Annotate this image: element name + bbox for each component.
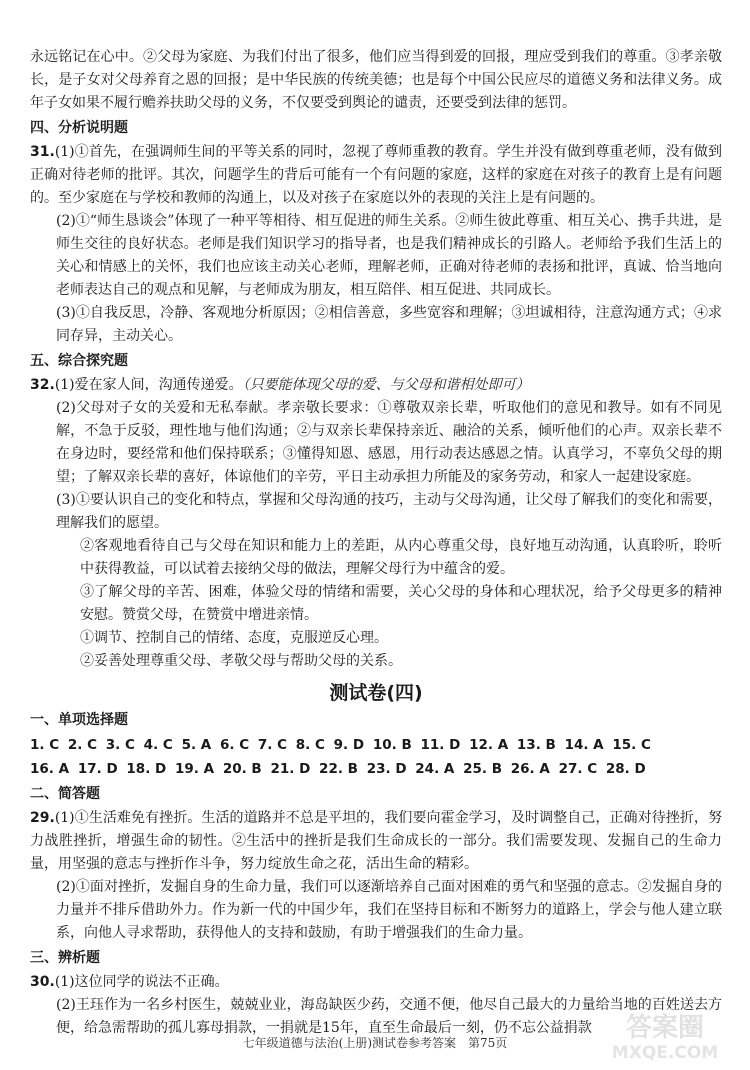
answer-item: 12. A: [469, 737, 509, 753]
answer-item: 24. A: [415, 761, 455, 777]
answer-item: 17. D: [77, 761, 118, 777]
watermark-text-main: 答案圈: [625, 1013, 705, 1043]
q32-part3-c: ③了解父母的辛苦、困难，体验父母的情绪和需要，关心父母的身体和心理状况，给予父母更多的精神安慰。赞赏父母，在赞赏中增进亲情。: [80, 584, 722, 623]
q32-part1-note: （只要能体现父母的爱、与父母和谐相处即可）: [242, 377, 530, 393]
answer-item: 23. D: [366, 761, 407, 777]
answer-item: 2. C: [67, 737, 98, 753]
answer-item: 21. D: [270, 761, 311, 777]
answer-item: 6. C: [219, 737, 250, 753]
q32-number: 32.: [30, 377, 55, 393]
answer-item: 5. A: [181, 737, 212, 753]
answer-item: 11. D: [420, 737, 461, 753]
answer-row-1: [30, 733, 722, 757]
test-four-title: 测试卷(四): [329, 682, 423, 704]
answer-item: 15. C: [612, 737, 651, 753]
answer-item: 3. C: [105, 737, 135, 753]
q29-part1: [30, 807, 722, 876]
q31-part3: (3)①自我反思，冷静、客观地分析原因；②相信善意，多些宽容和理解；③坦诚相待，注意沟通方式；④求同存异，主动关心。: [56, 305, 722, 344]
q32-part3-e: ②妥善处理尊重父母、孝敬父母与帮助父母的关系。: [80, 653, 402, 669]
section-one-heading: 一、单项选择题: [30, 712, 128, 728]
page-content: [30, 46, 722, 1040]
q30-part1: [30, 971, 722, 994]
answer-item: 10. B: [372, 737, 412, 753]
q30-number: 30.: [30, 974, 55, 990]
q29-part2: (2)①面对挫折，发掘自身的生命力量，我们可以逐渐培养自己面对困难的勇气和坚强的意志。②发掘自身的力量并不排斥借助外力。作为新一代的中国少年，我们在坚持目标和不断努力的道路上，学会与他人建立联系，向他人寻求帮助，获得他人的支持和鼓励，有助于增强我们的生命力量。: [56, 879, 722, 941]
answer-item: 4. C: [143, 737, 173, 753]
watermark-text-domain: MXQE.COM: [611, 1043, 719, 1063]
q32-part1-text: (1)爱在家人间，沟通传递爱。: [54, 377, 243, 393]
answer-item: 20. B: [222, 761, 262, 777]
q32-part3-b: ②客观地看待自己与父母在知识和能力上的差距，从内心尊重父母，良好地互动沟通，认真聆听，聆听中获得教益，可以试着去接纳父母的做法，理解父母行为中蕴含的爱。: [80, 538, 722, 577]
q30-part1-text: (1)这位同学的说法不正确。: [54, 974, 229, 990]
answer-item: 18. D: [126, 761, 167, 777]
answer-item: 28. D: [605, 761, 646, 777]
q32-part3-a: (3)①要认识自己的变化和特点，掌握和父母沟通的技巧，主动与父母沟通，让父母了解我们的变化和需要，理解我们的愿望。: [56, 492, 722, 531]
q31-part1-text: (1)①首先，在强调师生间的平等关系的同时，忽视了尊师重教的教育。学生并没有做到尊重老师，没有做到正确对待老师的批评。其次，问题学生的背后可能有一个有问题的家庭，这样的家庭在对孩子的教育上是有问题的。至少家庭在与学校和教师的沟通上，以及对孩子在家庭以外的表现的关注上是有问题的。: [30, 144, 722, 206]
q29-number: 29.: [30, 810, 55, 826]
q31-part2: (2)①“师生恳谈会”体现了一种平等相待、相互促进的师生关系。②师生彼此尊重、相互关心、携手共进，是师生交往的良好状态。老师是我们知识学习的指导者，也是我们精神成长的引路人。老师给予我们生活上的关心和情感上的关怀，我们也应该主动关心老师，理解老师，正确对待老师的表扬和批评，真诚、恰当地向老师表达自己的观点和见解，与老师成为朋友，相互陪伴、相互促进、共同成长。: [56, 213, 722, 298]
answer-item: 14. A: [564, 737, 604, 753]
answer-item: 26. A: [510, 761, 550, 777]
answer-item: 1. C: [30, 737, 60, 753]
answer-row-2: [30, 757, 722, 781]
q31-part1: [30, 141, 722, 210]
answer-item: 9. D: [333, 737, 365, 753]
answer-item: 7. C: [257, 737, 288, 753]
answer-item: 25. B: [463, 761, 503, 777]
intro-paragraph: 永远铭记在心中。②父母为家庭、为我们付出了很多，他们应当得到爱的回报，理应受到我们的尊重。③孝亲敬长，是子女对父母养育之恩的回报；是中华民族的传统美德；也是每个中国公民应尽的道德义务和法律义务。成年子女如果不履行赡养扶助父母的义务，不仅要受到舆论的谴责，还要受到法律的惩罚。: [30, 49, 722, 111]
section-two-heading: 二、简答题: [30, 786, 100, 802]
watermark-logo: [590, 1006, 740, 1064]
page-footer: 七年级道德与法治(上册)测试卷参考答案 第75页: [242, 1036, 508, 1050]
section-three-heading: 三、辨析题: [30, 950, 100, 966]
answer-item: 13. B: [516, 737, 556, 753]
q30-part2: (2)王珏作为一名乡村医生，兢兢业业，海岛缺医少药，交通不便，他尽自己最大的力量给当地的百姓送去方便，给急需帮助的孤儿寡母捐款，一捐就是15年，直至生命最后一刻，仍不忘公益捐款: [56, 997, 722, 1036]
q32-part2: (2)父母对子女的关爱和无私奉献。孝亲敬长要求：①尊敬双亲长辈，听取他们的意见和教导。如有不同见解，不急于反驳，理性地与他们沟通；②与双亲长辈保持亲近、融洽的关系，倾听他们的心声。双亲长辈不在身边时，要经常和他们保持联系；③懂得知恩、感恩，用行动表达感恩之情。认真学习，不辜负父母的期望；了解双亲长辈的喜好，体谅他们的辛劳，平日主动承担力所能及的家务劳动，和家人一起建设家庭。: [56, 400, 722, 485]
answer-item: 16. A: [30, 761, 70, 777]
q32-part3-d: ①调节、控制自己的情绪、态度，克服逆反心理。: [80, 630, 388, 646]
answer-item: 19. A: [174, 761, 215, 777]
section-four-heading: 四、分析说明题: [30, 120, 128, 136]
q32-part1: [30, 374, 722, 397]
section-five-heading: 五、综合探究题: [30, 353, 128, 369]
answer-item: 22. B: [319, 761, 358, 777]
q29-part1-text: (1)①生活难免有挫折。生活的道路并不总是平坦的，我们要向霍金学习，及时调整自己，正确对待挫折，努力战胜挫折，增强生命的韧性。②生活中的挫折是我们生命成长的一部分。我们需要发现、发掘自己的生命力量，用坚强的意志与挫折作斗争，努力绽放生命之花，活出生命的精彩。: [30, 810, 722, 872]
answer-item: 8. C: [295, 737, 325, 753]
q31-number: 31.: [30, 144, 55, 160]
answer-item: 27. C: [558, 761, 598, 777]
